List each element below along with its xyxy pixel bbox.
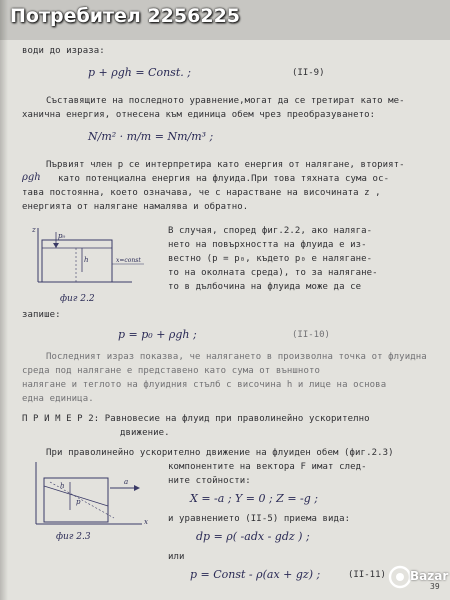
pressure-differential: dp = ρ( -adx - gdz ) ; (196, 530, 310, 543)
figure-2-2-caption: фиг 2.2 (60, 294, 95, 304)
units-formula: N/m² · m/m = Nm/m³ ; (88, 130, 214, 143)
equation-number: (II-11) (348, 570, 386, 580)
formula-ii-9: p + ρgh = Const. ; (88, 66, 191, 79)
fig23-label: a (124, 478, 129, 486)
text-line: Първият член p се интерпретира като енергия от налягане, вторият- (46, 160, 405, 170)
fig22-label: x=const (116, 257, 141, 264)
text-line: една единица. (22, 394, 94, 404)
figure-2-3 (30, 458, 162, 542)
fig22-label: p₀ (58, 232, 66, 240)
text-line: Съставящите на последното уравнение,могат да се третират като ме- (46, 96, 405, 106)
equation-number: (II-9) (292, 68, 325, 78)
page-number: 39 (430, 582, 440, 591)
seller-banner (0, 0, 450, 40)
text-line: и уравнението (II-5) приема вида: (168, 514, 351, 524)
text-line: среда под налягане е представено като сума от външното (22, 366, 320, 376)
text-line: налягане и теглото на флуидния стълб с височина h и лице на основа (22, 380, 387, 390)
text-line: компонентите на вектора F имат след- (168, 462, 367, 472)
force-components: X = -a ; Y = 0 ; Z = -g ; (190, 492, 318, 505)
example-heading: П Р И М Е Р 2: Равновесие на флуид при праволинейно ускорително (22, 414, 370, 424)
text-line: Последният израз показва, че налягането в произволна точка от флуидна (46, 352, 427, 362)
page-edge-shadow (0, 0, 8, 600)
fig22-label: z (32, 226, 36, 234)
text-line: В случая, според фиг.2.2, ако наляга- (168, 226, 373, 236)
fig23-label: x (144, 518, 148, 526)
text-line: като потенциална енергия на флуида.При това тяхната сума ос- (58, 174, 390, 184)
text-line: тава постоянна, което означава, че с нарастване на височината z , (22, 188, 381, 198)
text-line: При праволинейно ускорително движение на флуиден обем (фиг.2.3) (46, 448, 394, 458)
fig23-label: h (60, 482, 65, 490)
text-line: ханична енергия, отнесена към единица обем чрез преобразуването: (22, 110, 376, 120)
text-line: то на околната среда), то за налягане- (168, 268, 378, 278)
bazar-logo-icon (388, 565, 412, 589)
text-line: или (168, 552, 185, 562)
equation-number: (II-10) (292, 330, 330, 340)
figure-2-2 (32, 222, 162, 306)
fig22-label: h (84, 256, 89, 264)
text-line: то в дълбочина на флуида може да се (168, 282, 362, 292)
watermark-text: Bazar (410, 569, 449, 583)
seller-banner-text: Потребител 2256225 (10, 5, 241, 27)
fig23-label: p (76, 498, 81, 506)
rho-gh-term: ρgh (22, 172, 41, 183)
figure-2-3-caption: фиг 2.3 (56, 532, 91, 542)
text-line: води до израза: (22, 46, 105, 56)
text-line: нето на повърхността на флуида е из- (168, 240, 367, 250)
text-line: вестно (p = p₀, където p₀ е налягане- (168, 254, 373, 264)
formula-ii-11: p = Const - ρ(ax + gz) ; (190, 568, 321, 581)
formula-ii-10: p = p₀ + ρgh ; (118, 328, 197, 341)
text-line: енергията от налягане намалява и обратно. (22, 202, 249, 212)
text-line: запише: (22, 310, 61, 320)
text-line: ните стойности: (168, 476, 251, 486)
bazar-watermark (388, 560, 448, 594)
text-line: движение. (120, 428, 170, 438)
